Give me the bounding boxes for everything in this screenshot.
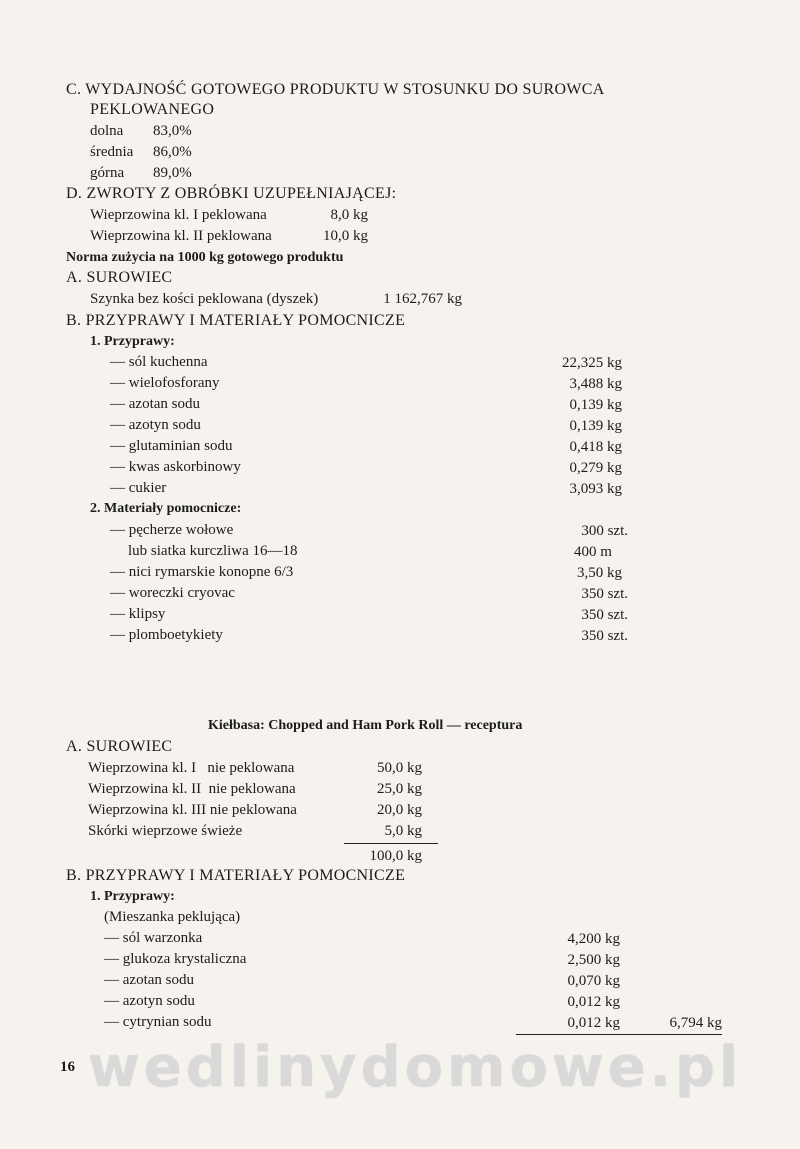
return-value: 8,0 kg (330, 207, 368, 223)
ingredient-label: — azotan sodu (110, 396, 200, 412)
spice-total: 6,794 kg (669, 1015, 722, 1031)
material-label: lub siatka kurczliwa 16—18 (128, 543, 298, 559)
section-d-title: D. ZWROTY Z OBRÓBKI UZUPEŁNIAJĄCEJ: (66, 185, 397, 202)
section-c-title: C. WYDAJNOŚĆ GOTOWEGO PRODUKTU W STOSUNKU DO SUROWCA (66, 81, 605, 98)
meat-total: 100,0 kg (369, 848, 422, 864)
material-label: — nici rymarskie konopne 6/3 (110, 564, 294, 580)
material-value: 350 szt. (581, 607, 628, 623)
ingredient-value: 3,488 kg (569, 376, 622, 392)
ingredient-label: — wielofosforany (110, 375, 220, 391)
material-value: 300 szt. (581, 523, 628, 539)
ingredient-value: 3,093 kg (569, 481, 622, 497)
ingredient-label: — glutaminian sodu (110, 438, 233, 454)
material-label: — pęcherze wołowe (110, 522, 234, 538)
material-value: 400 m (574, 544, 612, 560)
spice-label: — azotyn sodu (104, 993, 195, 1009)
ingredient-label: — sól kuchenna (110, 354, 208, 370)
przyprawy-subheading: 1. Przyprawy: (90, 334, 175, 349)
spice-value: 0,070 kg (567, 973, 620, 989)
yield-value: 83,0% (153, 123, 192, 139)
section-c-title-cont: PEKLOWANEGO (90, 101, 215, 118)
ingredient-value: 0,279 kg (569, 460, 622, 476)
spice-label: — azotan sodu (104, 972, 194, 988)
ingredient-label: — cukier (110, 480, 167, 496)
surowiec-value: 1 162,767 kg (383, 291, 462, 307)
spice-label: — cytrynian sodu (104, 1014, 212, 1030)
meat-label: Wieprzowina kl. II nie peklowana (88, 781, 296, 797)
surowiec-label: Szynka bez kości peklowana (dyszek) (90, 291, 319, 307)
meat-value: 20,0 kg (377, 802, 422, 818)
ingredient-value: 0,139 kg (569, 418, 622, 434)
recipe-title: Kiełbasa: Chopped and Ham Pork Roll — receptura (208, 718, 523, 733)
material-label: — klipsy (110, 606, 166, 622)
yield-label: górna (90, 165, 125, 181)
yield-value: 89,0% (153, 165, 192, 181)
meat-label: Wieprzowina kl. III nie peklowana (88, 802, 297, 818)
ingredient-label: — azotyn sodu (110, 417, 201, 433)
material-value: 350 szt. (581, 586, 628, 602)
material-label: — woreczki cryovac (110, 585, 235, 601)
meat-value: 50,0 kg (377, 760, 422, 776)
norma-surowiec-title: A. SUROWIEC (66, 269, 173, 286)
materialy-subheading: 2. Materiały pomocnicze: (90, 501, 242, 516)
page-number: 16 (60, 1059, 75, 1075)
ingredient-value: 22,325 kg (562, 355, 622, 371)
spice-label: — glukoza krystaliczna (104, 951, 247, 967)
meat-value: 5,0 kg (384, 823, 422, 839)
spice-value: 0,012 kg (567, 1015, 620, 1031)
norma-heading: Norma zużycia na 1000 kg gotowego produktu (66, 250, 344, 265)
sum-divider (344, 843, 438, 844)
yield-label: dolna (90, 123, 124, 139)
material-value: 350 szt. (581, 628, 628, 644)
ingredient-label: — kwas askorbinowy (110, 459, 241, 475)
spice-value: 0,012 kg (567, 994, 620, 1010)
return-value: 10,0 kg (323, 228, 368, 244)
meat-label: Wieprzowina kl. I nie peklowana (88, 760, 295, 776)
curing-mix-label: (Mieszanka peklująca) (104, 909, 241, 925)
meat-value: 25,0 kg (377, 781, 422, 797)
recipe-surowiec-title: A. SUROWIEC (66, 738, 173, 755)
return-label: Wieprzowina kl. II peklowana (90, 228, 272, 244)
spice-value: 4,200 kg (567, 931, 620, 947)
yield-value: 86,0% (153, 144, 192, 160)
spice-value: 2,500 kg (567, 952, 620, 968)
return-label: Wieprzowina kl. I peklowana (90, 207, 267, 223)
recipe-przyprawy-title: B. PRZYPRAWY I MATERIAŁY POMOCNICZE (66, 867, 406, 884)
ingredient-value: 0,418 kg (569, 439, 622, 455)
norma-przyprawy-title: B. PRZYPRAWY I MATERIAŁY POMOCNICZE (66, 312, 406, 329)
watermark: wedlinydomowe.pl (88, 1035, 743, 1100)
yield-label: średnia (90, 144, 134, 160)
meat-label: Skórki wieprzowe świeże (88, 823, 243, 839)
material-label: — plomboetykiety (110, 627, 223, 643)
recipe-przyprawy-subheading: 1. Przyprawy: (90, 889, 175, 904)
ingredient-value: 0,139 kg (569, 397, 622, 413)
spice-label: — sól warzonka (104, 930, 203, 946)
material-value: 3,50 kg (577, 565, 622, 581)
